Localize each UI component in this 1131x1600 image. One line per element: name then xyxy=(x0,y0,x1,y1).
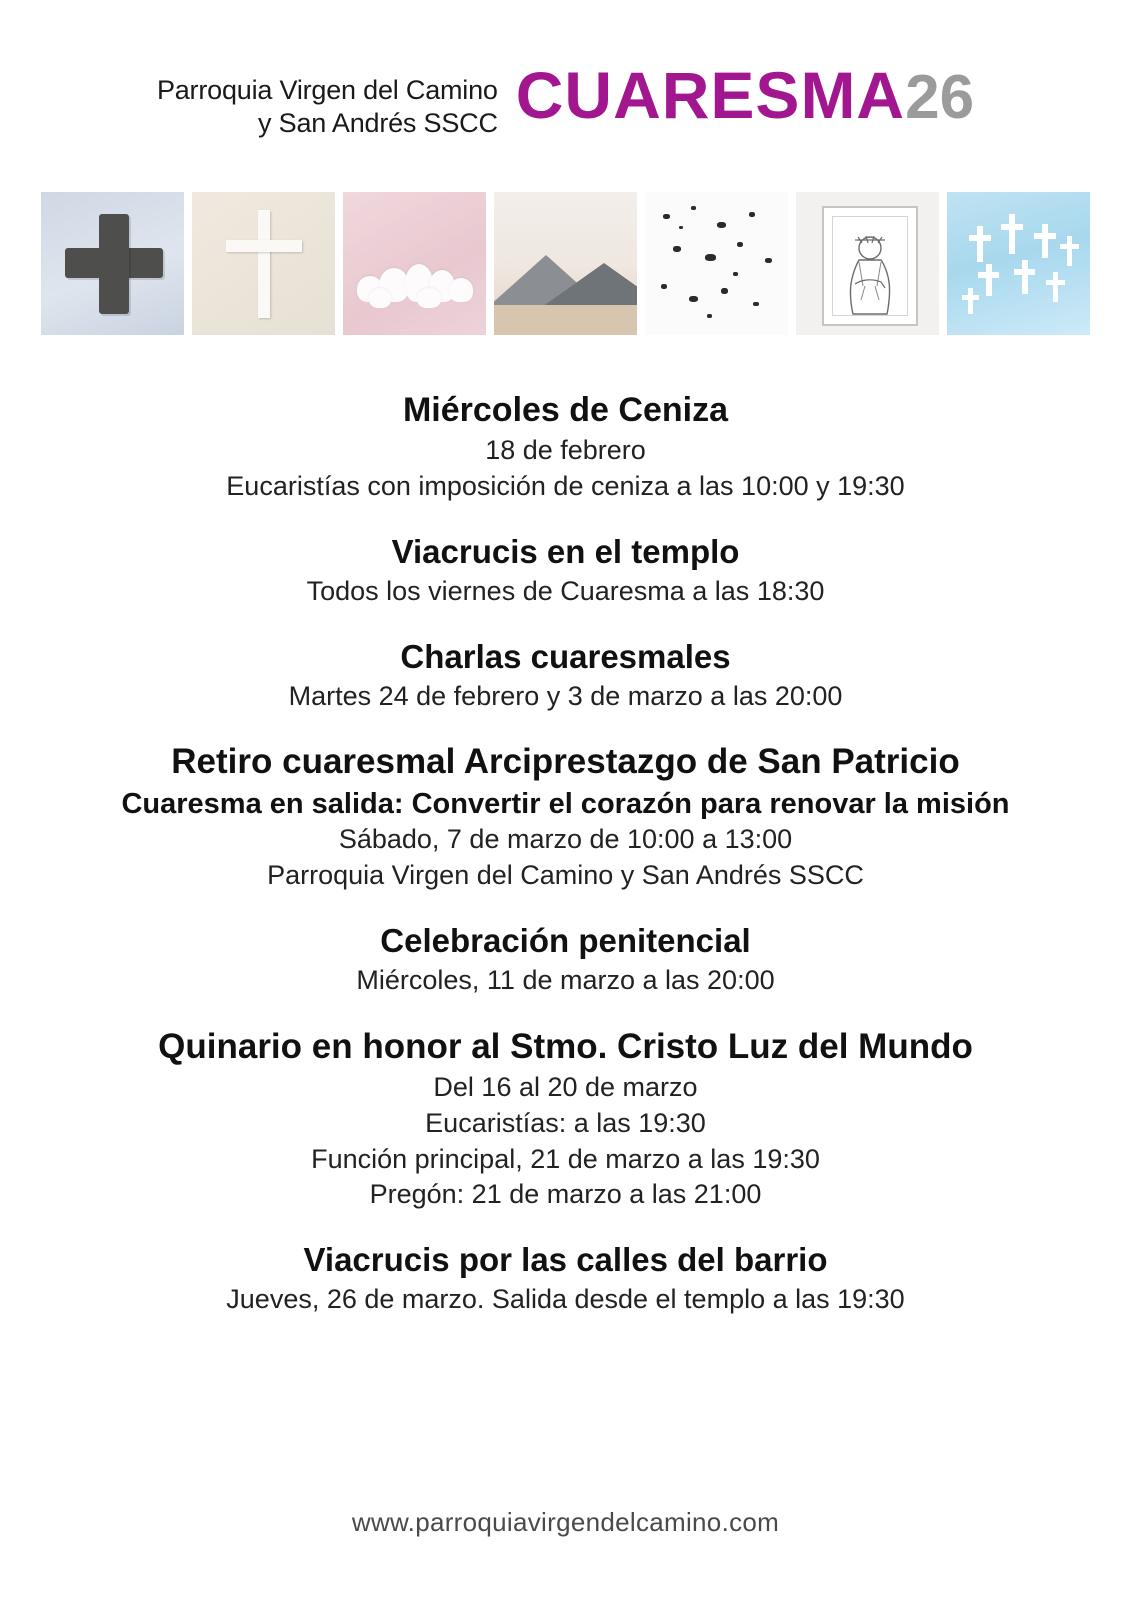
event-detail-line: Del 16 al 20 de marzo xyxy=(433,1072,698,1103)
event-viacrucis-calles xyxy=(40,1239,1091,1318)
event-title: Viacrucis en el templo xyxy=(391,532,740,570)
cross-vertical-shape xyxy=(258,210,270,318)
event-detail-line: Jueves, 26 de marzo. Salida desde el templo a las 19:30 xyxy=(226,1284,905,1314)
event-miercoles-ceniza xyxy=(40,389,1091,505)
cross-horizontal-shape xyxy=(226,240,302,252)
event-detail-line: Función principal, 21 de marzo a las 19:30 xyxy=(311,1143,820,1174)
parish-name-line2: y San Andrés SSCC xyxy=(258,107,498,138)
event-title: Retiro cuaresmal Arciprestazgo de San Patricio xyxy=(171,742,960,782)
mountain-right-shape xyxy=(542,263,637,307)
website-url[interactable]: www.parroquiavirgendelcamino.com xyxy=(351,1507,780,1537)
event-celebracion-penitencial xyxy=(40,920,1091,999)
mountains-landscape-image xyxy=(494,192,637,335)
event-title: Viacrucis por las calles del barrio xyxy=(303,1240,828,1278)
white-stones-pink-image xyxy=(343,192,486,335)
title-year: 26 xyxy=(905,63,975,132)
event-detail-line: Eucaristías: a las 19:30 xyxy=(425,1107,706,1138)
event-detail-line: Parroquia Virgen del Camino y San Andrés SSCC xyxy=(267,860,864,890)
event-detail-line: Martes 24 de febrero y 3 de marzo a las 20:00 xyxy=(288,680,843,711)
event-detail-line: 18 de febrero xyxy=(485,435,646,466)
event-detail-line: Todos los viernes de Cuaresma a las 18:30 xyxy=(306,575,825,606)
rough-stone-cross-image xyxy=(41,192,184,335)
event-retiro-cuaresmal xyxy=(40,740,1091,893)
framed-christ-drawing-image xyxy=(796,192,939,335)
event-quinario xyxy=(40,1025,1091,1213)
christ-figure-drawing xyxy=(835,226,905,322)
image-strip xyxy=(0,192,1131,335)
event-charlas-cuaresmales xyxy=(40,636,1091,715)
white-crosses-blue-image xyxy=(947,192,1090,335)
event-title: Celebración penitencial xyxy=(380,921,751,959)
poster-title xyxy=(515,58,975,132)
event-title: Quinario en honor al Stmo. Cristo Luz del Mundo xyxy=(158,1026,973,1066)
parish-name-line1: Parroquia Virgen del Camino xyxy=(156,75,498,105)
embossed-white-cross-image xyxy=(192,192,335,335)
event-list xyxy=(0,389,1131,1318)
event-detail-line: Miércoles, 11 de marzo a las 20:00 xyxy=(356,964,775,995)
poster-header xyxy=(0,0,1131,140)
event-detail-line: Pregón: 21 de marzo a las 21:00 xyxy=(369,1179,762,1210)
black-specks-white-image xyxy=(645,192,788,335)
cross-vertical-shape xyxy=(99,214,129,314)
picture-frame-shape xyxy=(822,206,918,326)
parish-name xyxy=(157,62,498,140)
ground-shape xyxy=(494,305,637,335)
event-detail-line: Sábado, 7 de marzo de 10:00 a 13:00 xyxy=(338,824,793,855)
event-title: Charlas cuaresmales xyxy=(400,637,731,675)
event-viacrucis-templo xyxy=(40,531,1091,610)
event-detail-line: Eucaristías con imposición de ceniza a las 10:00 y 19:30 xyxy=(226,471,905,501)
event-subtitle: Cuaresma en salida: Convertir el corazón para renovar la misión xyxy=(121,788,1010,821)
title-cuaresma: CUARESMA xyxy=(515,58,906,132)
event-title: Miércoles de Ceniza xyxy=(402,390,728,429)
